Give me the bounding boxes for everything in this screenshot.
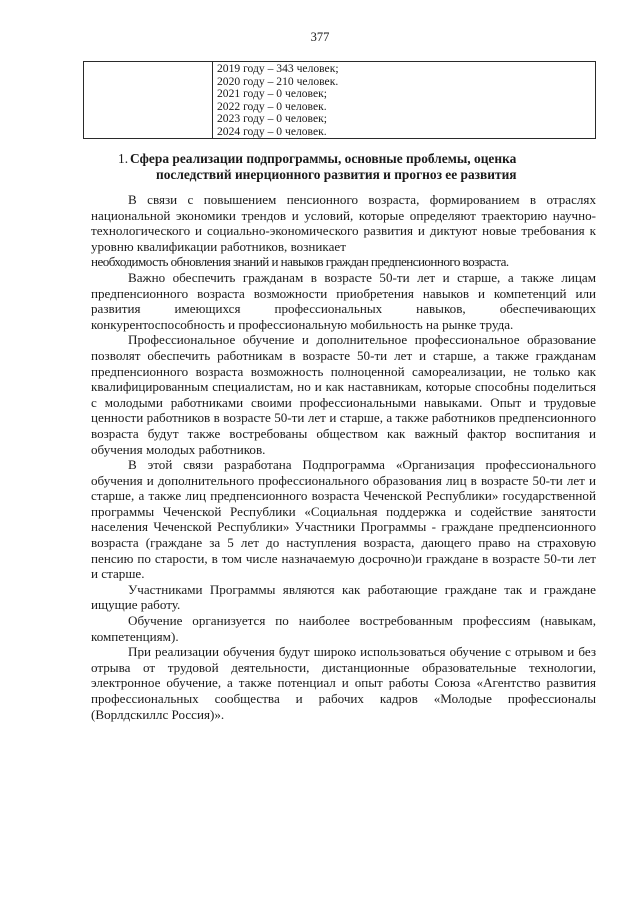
section-title-line-2: последствий инерционного развития и прогноз ее развития — [156, 166, 517, 182]
table-fragment — [83, 61, 596, 139]
section-title-line-1: Сфера реализации подпрограммы, основные проблемы, оценка — [130, 151, 517, 166]
paragraph: Обучение организуется по наиболее востребованным профессиям (навыкам, компетенциям). — [91, 613, 596, 644]
paragraph: При реализации обучения будут широко использоваться обучение с отрывом и без отрыва от трудовой деятельности, дистанционные образовательные технологии, электронное обучение, а также потенциал и опыт работы Союза «Агентство развития профессиональных сообщества и рабочих кадров «Молодые профессионалы (Ворлдскиллс Россия)». — [91, 644, 596, 722]
paragraph — [91, 192, 596, 254]
paragraph: В этой связи разработана Подпрограмма «Организация профессионального обучения и дополнительного профессионального образования лиц в возрасте 50-ти лет и старше, а также лиц предпенсионного возраста Чеченской Республики» государственной программы Чеченской Республики «Социальная поддержка и содействие занятости населения Чеченской Республики» Участники Программы - граждане предпенсионного возраста (граждане за 5 лет до наступления возраста, дающего право на страховую пенсию по старости, в том числе назначаемую досрочно)и граждане в возрасте 50-ти лет и старше. — [91, 457, 596, 582]
table-line: 2023 году – 0 человек; — [217, 112, 327, 126]
section-number: 1. — [118, 151, 129, 166]
paragraph-last-line: необходимость обновления знаний и навыков граждан предпенсионного возраста. — [91, 254, 509, 270]
body-text — [91, 192, 596, 722]
table-line: 2022 году – 0 человек. — [217, 99, 327, 113]
table-line: 2021 году – 0 человек; — [217, 87, 327, 101]
table-column-divider — [212, 62, 213, 138]
table-line: 2020 году – 210 человек. — [217, 74, 339, 88]
section-heading — [118, 151, 600, 182]
page-number: 377 — [310, 30, 330, 44]
table-line: 2019 году – 343 человек; — [217, 62, 339, 75]
paragraph: Участниками Программы являются как работающие граждане так и граждане ищущие работу. — [91, 581, 596, 613]
table-line: 2024 году – 0 человек. — [217, 124, 327, 138]
paragraph-text: В связи с повышением пенсионного возраста, формированием в отраслях национальной экономики трендов и условий, которые определяют траекторию научно-технологического и социально-экономического развития и диктуют новые требования к уровню квалификации работников, возникает — [91, 192, 596, 254]
paragraph: Профессиональное обучение и дополнительное профессиональное образование позволят обеспечить работникам в возрасте 50-ти лет и старше, а также гражданам предпенсионного возраста возможность полноценной самореализации, не только как квалифицированным специалистам, но и как наставникам, которые способны поделиться с молодыми работниками своими профессиональными навыками. Опыт и трудовые ценности работников в возрасте 50-ти лет и старше, а также работников предпенсионного возраста будут также востребованы обществом как важный фактор воспитания и обучения молодых работников. — [91, 332, 596, 457]
paragraph: Важно обеспечить гражданам в возрасте 50-ти лет и старше, а также лицам предпенсионного возраста возможности приобретения навыков и компетенций или развития имеющихся профессиональных навыков, обеспечивающих конкурентоспособность и профессиональную мобильность на рынке труда. — [91, 269, 596, 332]
table-cell — [217, 63, 339, 139]
